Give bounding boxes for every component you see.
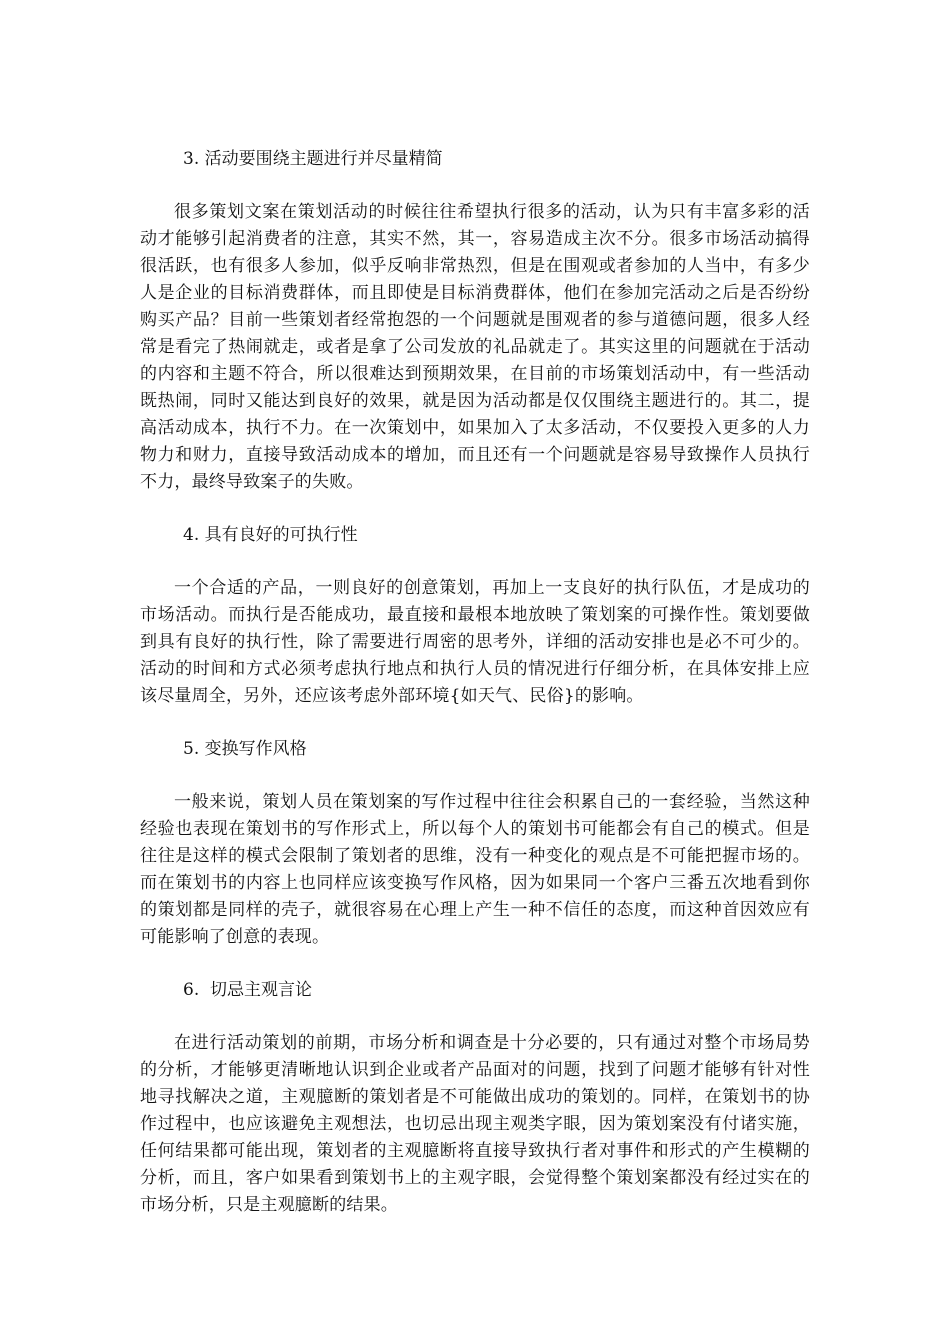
section-body-5: 一般来说，策划人员在策划案的写作过程中往往会积累自己的一套经验，当然这种经验也表现在策划书的写作形式上，所以每个人的策划书可能都会有自己的模式。但是往往是这样的模式会限制了策划者的思维，没有一种变化的观点是不可能把握市场的。而在策划书的内容上也同样应该变换写作风格，因为如果同一个客户三番五次地看到你的策划都是同样的壳子，就很容易在心理上产生一种不信任的态度，而这种首因效应有可能影响了创意的表现。 <box>140 792 810 947</box>
section-heading-5: 5. 变换写作风格 <box>183 739 307 759</box>
section-body-3: 很多策划文案在策划活动的时候往往希望执行很多的活动，认为只有丰富多彩的活动才能够引起消费者的注意，其实不然，其一，容易造成主次不分。很多市场活动搞得很活跃，也有很多人参加，似乎反响非常热烈，但是在围观或者参加的人当中，有多少人是企业的目标消费群体，而且即使是目标消费群体，他们在参加完活动之后是否纷纷购买产品？目前一些策划者经常抱怨的一个问题就是围观者的参与道德问题，很多人经常是看完了热闹就走，或者是拿了公司发放的礼品就走了。其实这里的问题就在于活动的内容和主题不符合，所以很难达到预期效果，在目前的市场策划活动中，有一些活动既热闹，同时又能达到良好的效果，就是因为活动都是仅仅围绕主题进行的。其二，提高活动成本，执行不力。在一次策划中，如果加入了太多活动，不仅要投入更多的人力物力和财力，直接导致活动成本的增加，而且还有一个问题就是容易导致操作人员执行不力，最终导致案子的失败。 <box>140 202 810 492</box>
section-heading-3: 3. 活动要围绕主题进行并尽量精简 <box>183 149 443 169</box>
section-heading-4: 4. 具有良好的可执行性 <box>183 525 358 545</box>
section-body-4: 一个合适的产品，一则良好的创意策划，再加上一支良好的执行队伍，才是成功的市场活动。而执行是否能成功，最直接和最根本地放映了策划案的可操作性。策划要做到具有良好的执行性，除了需要进行周密的思考外，详细的活动安排也是必不可少的。活动的时间和方式必须考虑执行地点和执行人员的情况进行仔细分析，在具体安排上应该尽量周全，另外，还应该考虑外部环境{如天气、民俗}的影响。 <box>140 578 810 706</box>
document-content <box>140 146 810 1245</box>
section-body-6: 在进行活动策划的前期，市场分析和调查是十分必要的，只有通过对整个市场局势的分析，才能够更清晰地认识到企业或者产品面对的问题，找到了问题才能够有针对性地寻找解决之道，主观臆断的策划者是不可能做出成功的策划的。同样，在策划书的协作过程中，也应该避免主观想法，也切忌出现主观类字眼，因为策划案没有付诸实施，任何结果都可能出现，策划者的主观臆断将直接导致执行者对事件和形式的产生模糊的分析，而且，客户如果看到策划书上的主观字眼，会觉得整个策划案都没有经过实在的市场分析，只是主观臆断的结果。 <box>140 1033 810 1215</box>
section-heading-6: 6. 切忌主观言论 <box>183 980 313 1000</box>
